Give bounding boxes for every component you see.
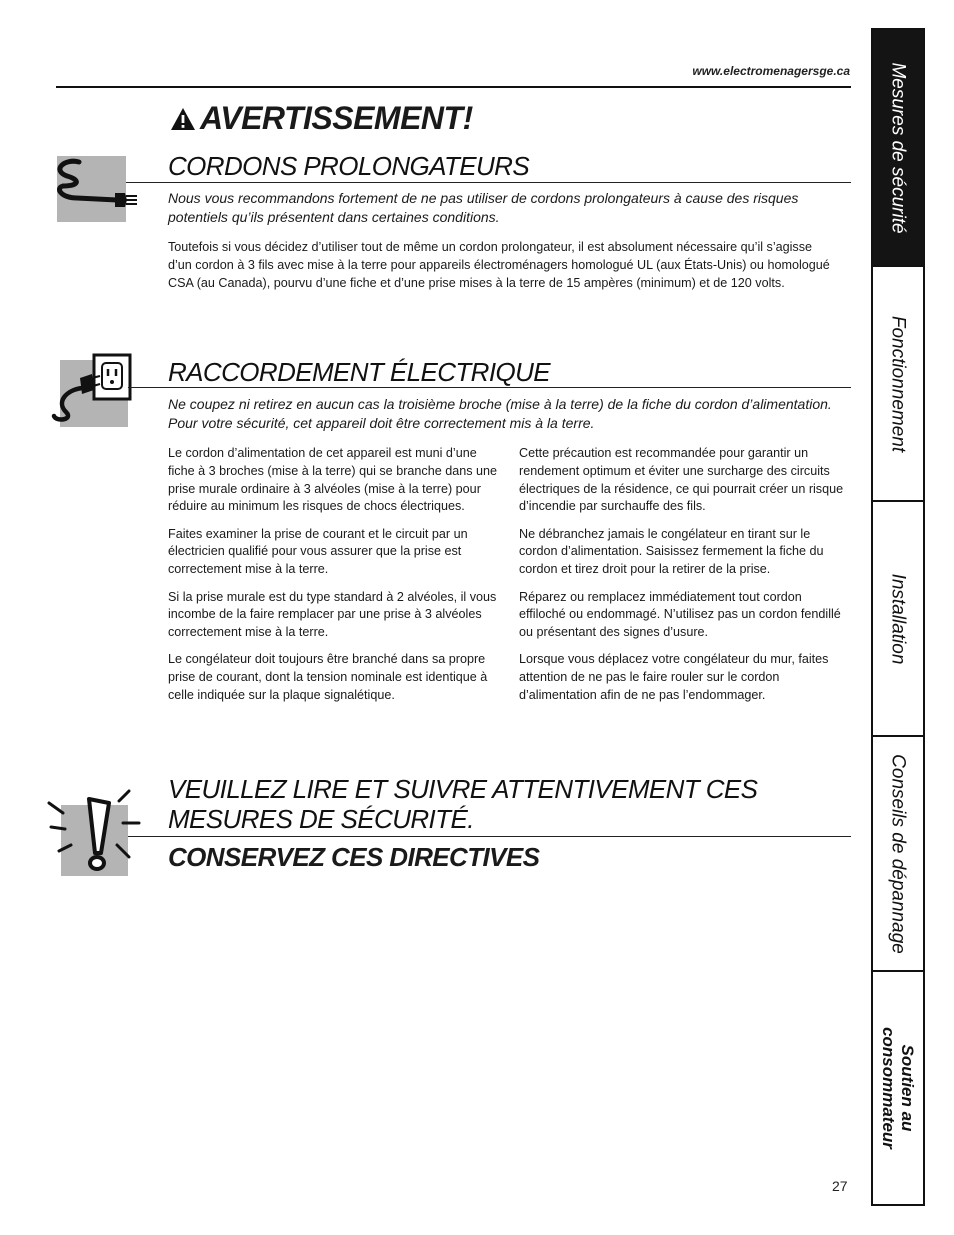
keep-instructions-heading: CONSERVEZ CES DIRECTIVES <box>168 842 540 872</box>
website-url: www.electromenagersge.ca <box>692 64 850 78</box>
tab-conseils-de-depannage[interactable] <box>873 737 923 972</box>
cords-body-text: Toutefois si vous décidez d’utiliser tout de même un cordon prolongateur, il est absolument nécessaire qu’il s’agisse d’un cordon à 3 fils avec mise à la terre pour appareils électroménagers homologué UL (aux États-Unis) ou homologué CSA (au Canada), pourvu d’une fiche et d’une prise mises à la terre de 15 ampères (minimum) et de 120 volts. <box>168 240 830 290</box>
tab-label: Installation <box>887 573 909 664</box>
paragraph: Lorsque vous déplacez votre congélateur du mur, faites attention de ne pas le faire rouler sur le cordon d’alimentation afin de ne pas l’endommager. <box>519 652 829 703</box>
page-number: 27 <box>832 1178 848 1194</box>
paragraph: Ne débranchez jamais le congélateur en tirant sur le cordon d’alimentation. Saisissez fermement la fiche du cordon et tirez droit pour la retirer de la prise. <box>519 526 824 577</box>
electrical-right-column <box>519 445 849 714</box>
paragraph: Faites examiner la prise de courant et le circuit par un électricien qualifié pour vous assurer que la prise est correctement mise à la terre. <box>168 526 468 577</box>
warning-triangle-icon <box>170 107 196 131</box>
section-rule-cords <box>126 182 851 183</box>
section-title-read-safety: VEUILLEZ LIRE ET SUIVRE ATTENTIVEMENT CES MESURES DE SÉCURITÉ. <box>168 774 758 834</box>
warning-title-text: AVERTISSEMENT! <box>200 100 473 136</box>
paragraph: Cette précaution est recommandée pour garantir un rendement optimum et éviter une surcharge des circuits électriques de la résidence, ce qui pourrait créer un risque d’incendie par surchauffe des fils. <box>519 446 844 514</box>
tab-label: Soutien au consommateur <box>879 1027 917 1149</box>
section-tabs <box>871 28 925 1206</box>
header-rule <box>56 86 851 88</box>
cords-lead-text: Nous vous recommandons fortement de ne pas utiliser de cordons prolongateurs à cause des risques potentiels qu’ils présentent dans certaines conditions. <box>168 190 799 225</box>
exclamation-alert-icon <box>61 805 128 876</box>
paragraph: Le congélateur doit toujours être branché dans sa propre prise de courant, dont la tension nominale est identique à celle indiquée sur la plaque signalétique. <box>168 652 488 703</box>
tab-installation[interactable] <box>873 502 923 737</box>
paragraph: Le cordon d’alimentation de cet appareil est muni d’une fiche à 3 broches (mise à la terre) qui se branche dans une prise murale ordinaire à 3 alvéoles (mise à la terre) pour réduire au minimum les risques de chocs électriques. <box>168 446 498 514</box>
tab-mesures-de-securite[interactable] <box>873 30 923 267</box>
tab-label: Fonctionnement <box>887 315 909 452</box>
tab-label: Conseils de dépannage <box>887 753 909 954</box>
electrical-lead-text: Ne coupez ni retirez en aucun cas la troisième broche (mise à la terre) de la fiche du cordon d’alimentation. Pour votre sécurité, cet appareil doit être correctement mis à la terre. <box>168 396 832 431</box>
warning-title <box>170 100 473 137</box>
electrical-left-column <box>168 445 498 714</box>
tab-fonctionnement[interactable] <box>873 267 923 502</box>
tab-label: Mesures de sécurité <box>887 61 909 234</box>
plug-outlet-icon <box>60 360 128 427</box>
section-title-electrical: RACCORDEMENT ÉLECTRIQUE <box>168 357 551 387</box>
tab-soutien-au-consommateur[interactable] <box>873 972 923 1204</box>
paragraph: Si la prise murale est du type standard à 2 alvéoles, il vous incombe de la faire remplacer par une prise à 3 alvéoles correctement mise à la terre. <box>168 589 497 640</box>
section-title-cords: CORDONS PROLONGATEURS <box>168 151 530 181</box>
section-rule-read-safety <box>128 836 851 837</box>
section-rule-electrical <box>128 387 851 388</box>
paragraph: Réparez ou remplacez immédiatement tout cordon effiloché ou endommagé. N’utilisez pas un cordon fendillé ou présentant des signes d’usure. <box>519 589 841 640</box>
extension-cord-icon <box>57 156 126 222</box>
